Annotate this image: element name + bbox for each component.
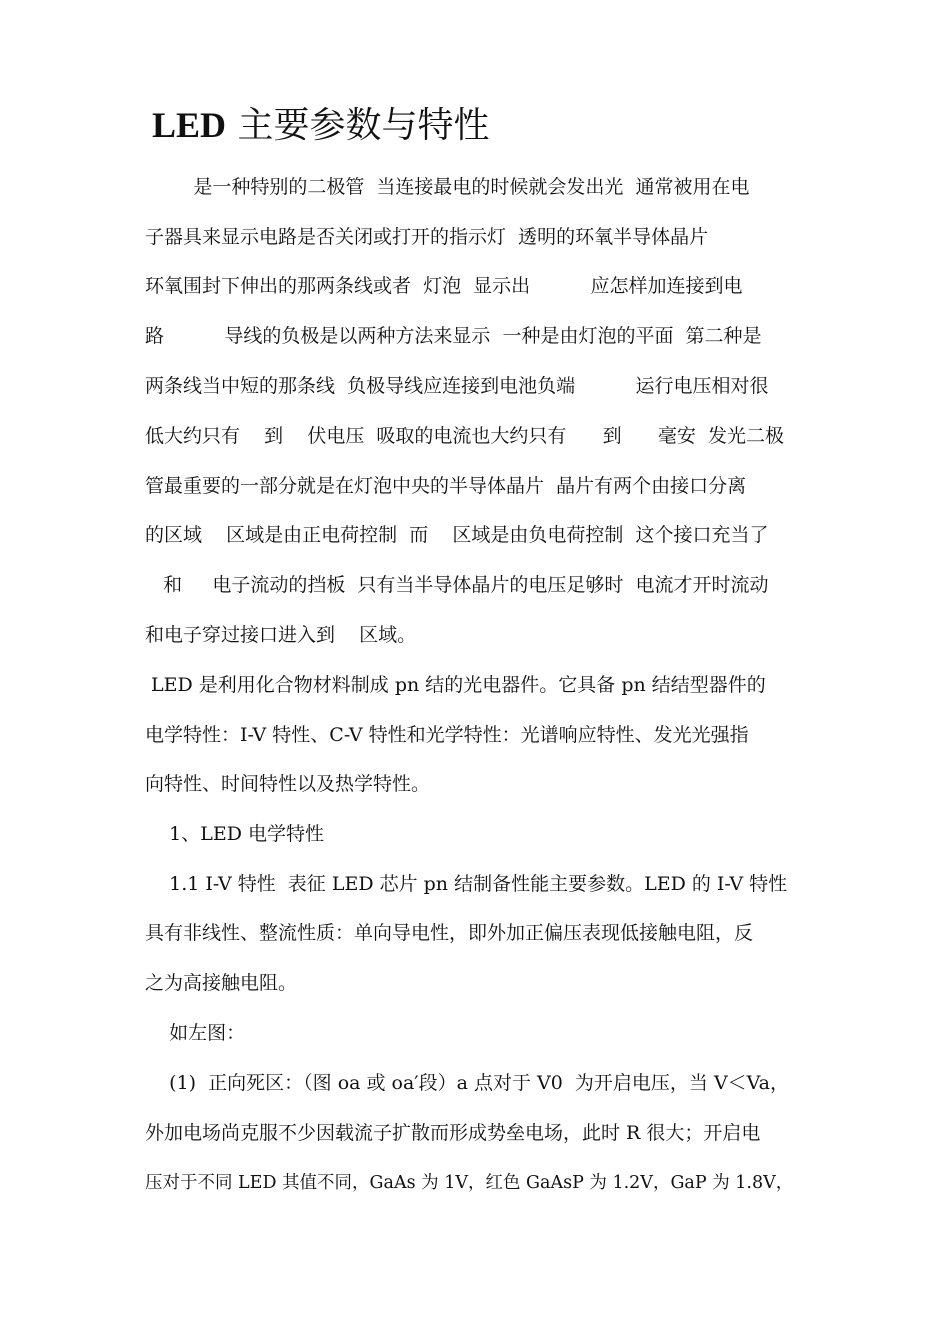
title-latin: LED bbox=[152, 105, 227, 145]
paragraph-line: 的区域 区域是由正电荷控制 而 区域是由负电荷控制 这个接口充当了 bbox=[145, 524, 769, 546]
paragraph-line: 之为高接触电阻。 bbox=[145, 972, 298, 994]
section-heading: 1、LED 电学特性 bbox=[145, 823, 325, 845]
paragraph-line: 环氧围封下伸出的那两条线或者 灯泡 显示出 应怎样加连接到电 bbox=[145, 275, 743, 297]
paragraph-line: 和 电子流动的挡板 只有当半导体晶片的电压足够时 电流才开时流动 bbox=[145, 574, 769, 596]
paragraph-line: (1) 正向死区：（图 oa 或 oa′段）a 点对于 V0 为开启电压，当 V＜Va， bbox=[145, 1072, 789, 1094]
paragraph-line: 具有非线性、整流性质：单向导电性，即外加正偏压表现低接触电阻，反 bbox=[145, 922, 754, 944]
paragraph-line: 向特性、时间特性以及热学特性。 bbox=[145, 773, 431, 795]
paragraph-line: LED 是利用化合物材料制成 pn 结的光电器件。它具备 pn 结结型器件的 bbox=[145, 674, 766, 696]
paragraph-line: 路 导线的负极是以两种方法来显示 一种是由灯泡的平面 第二种是 bbox=[145, 325, 762, 347]
paragraph-line: 1.1 I-V 特性 表征 LED 芯片 pn 结制备性能主要参数。LED 的 I-V 特性 bbox=[145, 873, 788, 895]
paragraph-line: 低大约只有 到 伏电压 吸取的电流也大约只有 到 毫安 发光二极 bbox=[145, 425, 784, 447]
paragraph-line: 电学特性：I-V 特性、C-V 特性和光学特性：光谱响应特性、发光光强指 bbox=[145, 724, 749, 746]
paragraph-line: 两条线当中短的那条线 负极导线应连接到电池负端 运行电压相对很 bbox=[145, 375, 769, 397]
paragraph-line: 管最重要的一部分就是在灯泡中央的半导体晶片 晶片有两个由接口分离 bbox=[145, 475, 747, 497]
paragraph-line: 外加电场尚克服不少因载流子扩散而形成势垒电场，此时 R 很大；开启电 bbox=[145, 1122, 761, 1144]
title-cjk: 主要参数与特性 bbox=[226, 105, 490, 146]
paragraph-line: 子器具来显示电路是否关闭或打开的指示灯 透明的环氧半导体晶片 bbox=[145, 226, 709, 248]
document-title bbox=[152, 100, 489, 151]
paragraph-line: 压对于不同 LED 其值不同，GaAs 为 1V，红色 GaAsP 为 1.2V，GaP 为 1.8V， bbox=[145, 1173, 794, 1193]
paragraph-line: 是一种特别的二极管 当连接最电的时候就会发出光 通常被用在电 bbox=[145, 176, 750, 198]
paragraph-line: 和电子穿过接口进入到 区域。 bbox=[145, 624, 417, 646]
paragraph-line: 如左图： bbox=[145, 1022, 246, 1044]
